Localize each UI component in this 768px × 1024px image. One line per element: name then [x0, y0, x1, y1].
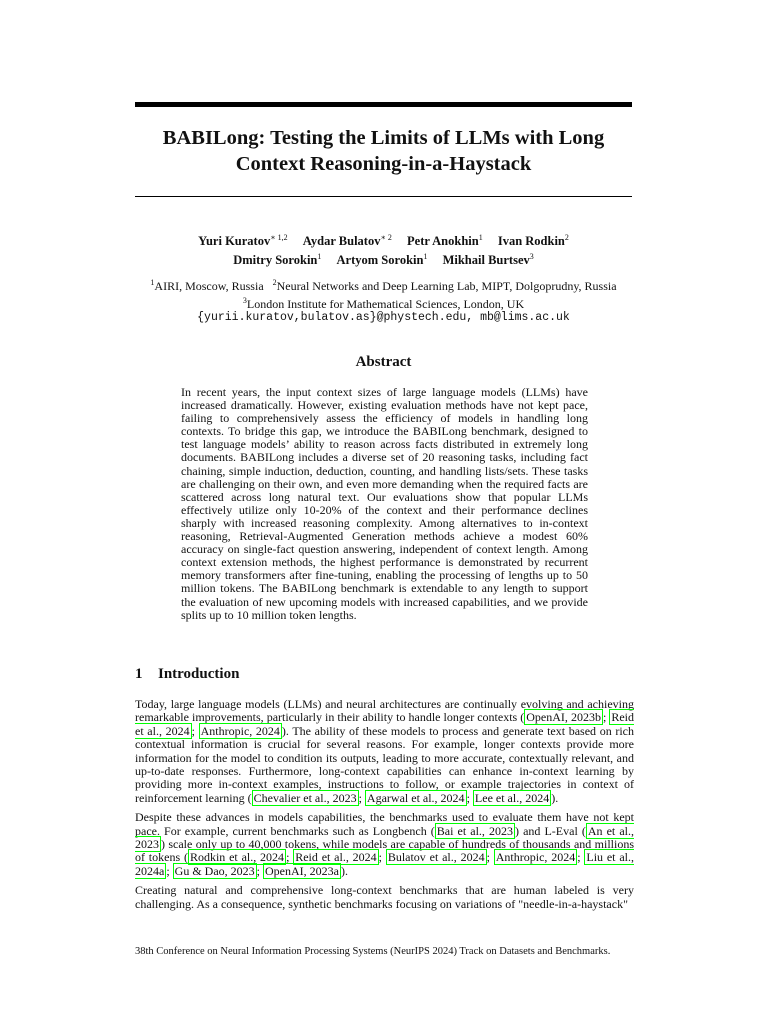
- paragraph: Despite these advances in models capabilities, the benchmarks used to evaluate them have not kept pace. For example, current benchmarks such as Longbench ( Bai et al., 2023 ) and L-Eval ( An et al., 2023 ) scale only up to 40,000 tokens, while models are capable of hundreds of thousands and millions of tokens ( Rodkin et al., 2024 ; Reid et al., 2024 ; Bulatov et al., 2024 ; Anthropic, 2024 ; Liu et al., 2024a ; Gu & Dao, 2023 ; OpenAI, 2023a ).: [135, 810, 634, 878]
- affiliation-mipt: Neural Networks and Deep Learning Lab, MIPT, Dolgoprudny, Russia: [276, 279, 617, 293]
- citation-link[interactable]: Rodkin et al., 2024: [189, 850, 285, 865]
- section-number: 1: [135, 666, 143, 682]
- affiliations: $^1$AIRI, Moscow, Russia $^2$Neural Networks and Deep Learning Lab, MIPT, Dolgoprudny, Russia $^3$London Institute for Mathematical Sciences, London, UK {yurii.kuratov,bulatov.as}@phystech.edu, mb@lims.ac.uk: [135, 276, 632, 326]
- author: Petr Anokhin$^1$: [407, 233, 483, 249]
- affiliation-lims: London Institute for Mathematical Sciences, London, UK: [246, 296, 525, 311]
- citation-link[interactable]: Chevalier et al., 2023: [253, 790, 357, 805]
- paragraph: Creating natural and comprehensive long-context benchmarks that are human labeled is very challenging. As a consequence, synthetic benchmarks focusing on variations of "needle-in-a-haystack": [135, 883, 634, 911]
- title-bottom-rule: [135, 196, 632, 197]
- citation-link[interactable]: Bai et al., 2023: [436, 823, 513, 838]
- section-heading: [135, 666, 239, 683]
- citation-link[interactable]: An et al., 2023: [135, 823, 634, 852]
- author-list: [135, 230, 632, 268]
- author: Yuri Kuratov$^{∗ 1,2}$: [198, 233, 288, 249]
- title-top-rule: [135, 102, 632, 107]
- citation-link[interactable]: Liu et al., 2024a: [135, 850, 634, 878]
- abstract-heading: Abstract: [355, 354, 412, 370]
- citation-link[interactable]: Lee et al., 2024: [474, 790, 550, 805]
- author: Dmitry Sorokin$^1$: [233, 252, 322, 268]
- citation-link[interactable]: Anthropic, 2024: [495, 850, 576, 865]
- abstract-text: In recent years, the input context sizes of large language models (LLMs) have increased dramatically. However, existing evaluation methods have not kept pace, failing to comprehensively assess the efficiency of models in handling long contexts. To bridge this gap, we introduce the BABILong benchmark, designed to test language models’ ability to reason across facts distributed in extremely long documents. BABILong includes a diverse set of 20 reasoning tasks, including fact chaining, simple induction, deduction, counting, and handling lists/sets. These tasks are challenging on their own, and even more demanding when the required facts are scattered across long natural text. Our evaluations show that popular LLMs effectively utilize only 10-20% of the context and their performance declines sharply with increased reasoning complexity. Among alternatives to in-context reasoning, Retrieval-Augmented Generation methods achieve a modest 60% accuracy on single-fact question answering, independent of context length. Among context extension methods, the highest performance is demonstrated by recurrent memory transformers after fine-tuning, enabling the processing of lengths up to 50 million tokens. The BABILong benchmark is extendable to any length to support the evaluation of new upcoming models with increased capabilities, and we provide splits up to 10 million token lengths.: [181, 385, 588, 622]
- author: Aydar Bulatov$^{∗ 2}$: [302, 233, 392, 249]
- paper-title: BABILong: Testing the Limits of LLMs with Long Context Reasoning-in-a-Haystack: [162, 127, 605, 175]
- author: Mikhail Burtsev$^3$: [442, 252, 534, 268]
- author: Artyom Sorokin$^1$: [336, 252, 428, 268]
- paragraph: Today, large language models (LLMs) and neural architectures are continually evolving and achieving remarkable improvements, particularly in their ability to handle longer contexts ( OpenAI, 2023b ; Reid et al., 2024 ; Anthropic, 2024 ). The ability of these models to process and generate text based on rich contextual information is crucial for several reasons. For example, longer contexts provide more information for the model to condition its outputs, leading to more accurate, contextually relevant, and up-to-date responses. Furthermore, long-context capabilities can enhance in-context learning by providing more in-context examples, instructions to follow, or example trajectories in context of reinforcement learning ( Chevalier et al., 2023 ; Agarwal et al., 2024 ; Lee et al., 2024 ).: [135, 697, 635, 805]
- citation-link[interactable]: Bulatov et al., 2024: [387, 850, 485, 865]
- citation-link[interactable]: OpenAI, 2023b: [526, 710, 601, 725]
- citation-link[interactable]: Reid et al., 2024: [295, 850, 377, 865]
- author: Ivan Rodkin$^2$: [497, 233, 569, 249]
- author-emails: {yurii.kuratov,bulatov.as}@phystech.edu, mb@lims.ac.uk: [197, 311, 570, 324]
- page-footer: 38th Conference on Neural Information Processing Systems (NeurIPS 2024) Track on Datasets and Benchmarks.: [135, 946, 611, 957]
- affiliation-airi: AIRI, Moscow, Russia: [154, 279, 264, 293]
- citation-link[interactable]: Anthropic, 2024: [200, 723, 280, 738]
- section-title: Introduction: [158, 666, 240, 682]
- citation-link[interactable]: OpenAI, 2023a: [265, 863, 339, 878]
- citation-link[interactable]: Gu & Dao, 2023: [174, 863, 255, 878]
- section-body: [135, 698, 634, 917]
- citation-link[interactable]: Agarwal et al., 2024: [366, 790, 465, 805]
- citation-link[interactable]: Reid et al., 2024: [135, 710, 635, 738]
